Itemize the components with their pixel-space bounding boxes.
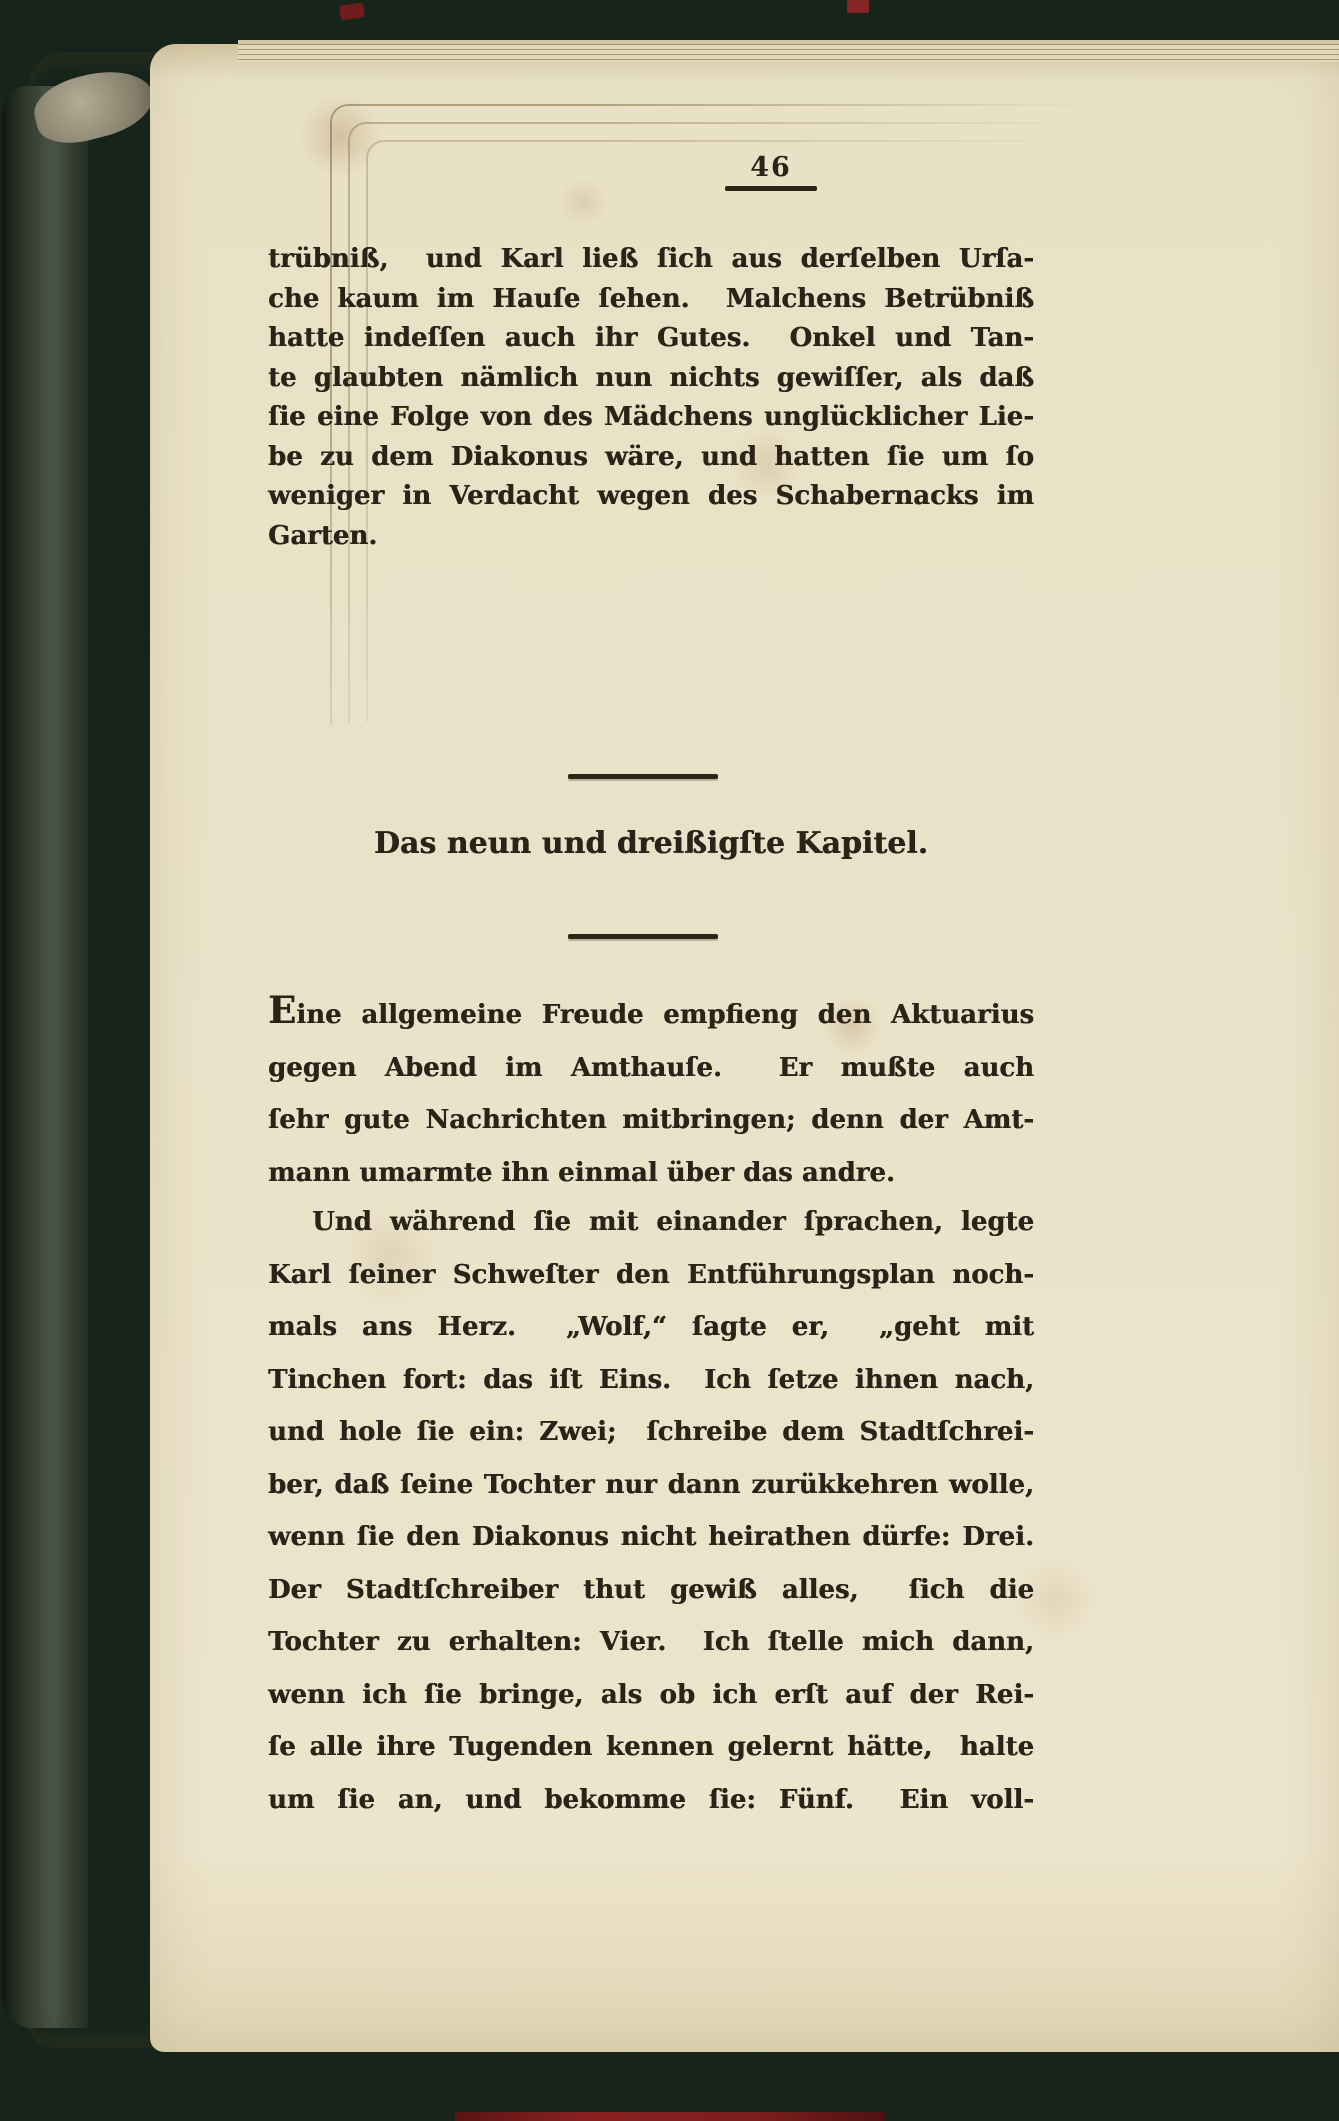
red-mark [847, 0, 869, 13]
text-line: mals ans Herz. „Wolf,“ ſagte er, „geht mit [268, 1312, 1034, 1342]
text-line: Karl ſeiner Schweſter den Entführungsplan noch- [268, 1259, 1034, 1290]
text-line: ſie eine Folge von des Mädchens unglücklicher Lie- [268, 402, 1034, 432]
paragraph [268, 1196, 1034, 1826]
text-line: mann umarmte ihn einmal über das andre. [268, 1157, 895, 1188]
text-line: te glaubten nämlich nun nichts gewiſſer, als daß [268, 362, 1034, 393]
page-content [150, 44, 1339, 2052]
section-divider [568, 774, 718, 779]
text-line: weniger in Verdacht wegen des Schabernacks im [268, 481, 1034, 511]
text-line: ber, daß ſeine Tochter nur dann zurükkehren wolle, [268, 1469, 1034, 1500]
chapter-heading: Das neun und dreißigſte Kapitel. [373, 826, 929, 861]
text-line: Eine allgemeine Freude empfieng den Aktuarius [268, 988, 1034, 1032]
text-line: ſe alle ihre Tugenden kennen gelernt hätte, halte [268, 1732, 1034, 1762]
text-line: Der Stadtſchreiber thut gewiß alles, ſich die [268, 1574, 1034, 1605]
text-line: Tochter zu erhalten: Vier. Ich ſtelle mich dann, [268, 1627, 1034, 1657]
paragraph [268, 240, 1034, 556]
text-line: Und während ſie mit einander ſprachen, legte [312, 1207, 1034, 1237]
text-line: gegen Abend im Amthauſe. Er mußte auch [268, 1052, 1034, 1083]
text-line: um ſie an, und bekomme ſie: Fünf. Ein voll- [268, 1784, 1034, 1815]
text-line: trübniß, und Karl ließ ſich aus derſelben Urſa- [268, 244, 1034, 274]
text-line: Garten. [268, 520, 378, 551]
text-line: Tinchen fort: das iſt Eins. Ich ſetze ihnen nach, [268, 1364, 1034, 1395]
text-line: wenn ich ſie bringe, als ob ich erſt auf der Rei- [268, 1679, 1034, 1710]
text-line: be zu dem Diakonus wäre, und hatten ſie um ſo [268, 441, 1034, 472]
page-number: 46 [268, 152, 1034, 191]
text-line: che kaum im Hauſe ſehen. Malchens Betrübniß [268, 283, 1034, 314]
text-line: und hole ſie ein: Zwei; ſchreibe dem Stadtſchrei- [268, 1417, 1034, 1447]
text-line: hatte indeſſen auch ihr Gutes. Onkel und Tan- [268, 323, 1034, 353]
paragraph [268, 984, 1034, 1199]
text-line: wenn ſie den Diakonus nicht heirathen dürfe: Drei. [268, 1522, 1034, 1552]
red-mark [455, 2112, 885, 2121]
text-line: ſehr gute Nachrichten mitbringen; denn der Amt- [268, 1105, 1034, 1135]
section-divider [568, 934, 718, 939]
red-mark [339, 2, 365, 20]
page-number-rule [725, 186, 817, 191]
